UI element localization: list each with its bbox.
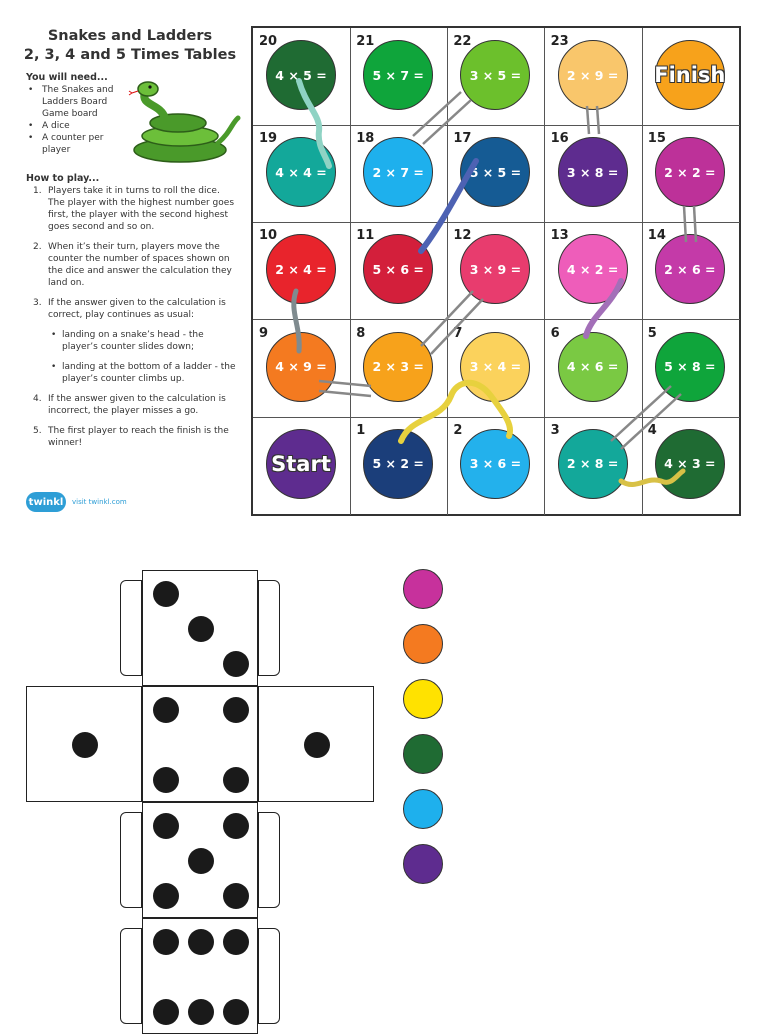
pip: [223, 883, 249, 909]
board-cell: [350, 417, 448, 515]
dice-face: [142, 918, 258, 1034]
board-cell: [642, 222, 740, 320]
dice-face: [26, 686, 142, 802]
cell-number: 8: [356, 325, 366, 341]
calc-circle: 3 × 8 =: [558, 137, 628, 207]
counter-token: [403, 569, 443, 609]
cell-number: 21: [356, 34, 375, 49]
cell-number: 18: [356, 131, 375, 147]
cell-number: 11: [356, 228, 375, 244]
board-cell: [447, 28, 545, 126]
cell-number: 20: [259, 34, 278, 49]
dice-face: [258, 686, 374, 802]
cell-number: 2: [453, 422, 463, 438]
howto-heading: How to play...: [26, 173, 100, 184]
sub-item: • landing at the bottom of a ladder - the player’s counter climbs up.: [48, 361, 236, 385]
start-space: Start: [266, 429, 336, 499]
needs-item: • A counter per player: [26, 132, 126, 156]
calc-circle: 2 × 6 =: [655, 234, 725, 304]
board-cell: [642, 320, 740, 418]
pip: [188, 616, 214, 642]
counter-token: [403, 679, 443, 719]
cell-number: 10: [259, 228, 278, 244]
glue-tab: [258, 812, 280, 908]
counter-token: [403, 624, 443, 664]
pip: [153, 883, 179, 909]
snake-illustration-icon: [120, 78, 242, 170]
cell-number: 4: [647, 422, 657, 438]
board-cell: [350, 222, 448, 320]
cell-number: 5: [647, 325, 657, 341]
pip: [153, 929, 179, 955]
steps-list: [26, 185, 236, 449]
step-item: 4. If the answer given to the calculation is incorrect, the player misses a go.: [33, 394, 226, 416]
step-item: 5. The first player to reach the finish is the winner!: [33, 426, 229, 448]
cell-number: 22: [453, 34, 472, 49]
pip: [153, 999, 179, 1025]
step-item: 2. When it’s their turn, players move the counter the number of spaces shown on the dice and answer the calculation they land on.: [33, 242, 232, 288]
counter-token: [403, 734, 443, 774]
calc-circle: 3 × 6 =: [460, 429, 530, 499]
calc-circle: 4 × 2 =: [558, 234, 628, 304]
pip: [153, 767, 179, 793]
board-cell: [545, 28, 643, 126]
calc-circle: 3 × 9 =: [460, 234, 530, 304]
board-cell: [545, 417, 643, 515]
calc-circle: 2 × 3 =: [363, 332, 433, 402]
cell-number: 3: [550, 422, 560, 438]
board-cell: [545, 125, 643, 223]
calc-circle: 5 × 6 =: [363, 234, 433, 304]
board-cell: [545, 222, 643, 320]
calc-circle: 4 × 6 =: [558, 332, 628, 402]
pip: [223, 767, 249, 793]
calc-circle: 5 × 7 =: [363, 40, 433, 110]
pip: [153, 697, 179, 723]
calc-circle: 2 × 4 =: [266, 234, 336, 304]
pip: [188, 999, 214, 1025]
pip: [72, 732, 98, 758]
pip: [223, 813, 249, 839]
board-cell: [350, 125, 448, 223]
pip: [223, 697, 249, 723]
board-cell: [447, 125, 545, 223]
cell-number: 7: [453, 325, 463, 341]
cell-number: 1: [356, 422, 366, 438]
twinkl-logo: twinkl: [26, 492, 66, 512]
pip: [188, 929, 214, 955]
calc-circle: 2 × 7 =: [363, 137, 433, 207]
cell-number: 9: [259, 325, 269, 341]
needs-list: [26, 84, 126, 156]
board-cell: [642, 417, 740, 515]
needs-section: [26, 72, 126, 156]
board-cell: [253, 28, 351, 126]
board-cell: [253, 222, 351, 320]
dice-face: [142, 686, 258, 802]
board-cell: [642, 125, 740, 223]
board-cell: [642, 28, 740, 126]
calc-circle: 3 × 4 =: [460, 332, 530, 402]
finish-space: Finish: [655, 40, 725, 110]
calc-circle: 4 × 5 =: [266, 40, 336, 110]
cell-number: 17: [453, 131, 472, 147]
cell-number: 15: [647, 131, 666, 147]
calc-circle: 2 × 8 =: [558, 429, 628, 499]
calc-circle: 5 × 5 =: [460, 137, 530, 207]
needs-item: • A dice: [26, 120, 126, 132]
calc-circle: 5 × 8 =: [655, 332, 725, 402]
howto-section: [26, 173, 236, 457]
board-cell: [545, 320, 643, 418]
board-cell: [350, 28, 448, 126]
sub-list: [48, 329, 236, 385]
calc-circle: 4 × 3 =: [655, 429, 725, 499]
counter-token: [403, 844, 443, 884]
needs-item: • The Snakes and Ladders Board Game board: [26, 84, 126, 120]
calc-circle: 3 × 5 =: [460, 40, 530, 110]
cell-number: 16: [550, 131, 569, 147]
calc-circle: 5 × 2 =: [363, 429, 433, 499]
glue-tab: [258, 580, 280, 676]
visit-link[interactable]: visit twinkl.com: [72, 498, 127, 506]
calc-circle: 4 × 9 =: [266, 332, 336, 402]
pip: [223, 929, 249, 955]
calc-circle: 2 × 9 =: [558, 40, 628, 110]
cell-number: 13: [550, 228, 569, 244]
needs-heading: You will need...: [26, 72, 108, 83]
pip: [153, 581, 179, 607]
board-cell: [253, 417, 351, 515]
page-title: Snakes and Ladders 2, 3, 4 and 5 Times Tables: [23, 28, 237, 63]
board-cell: [253, 125, 351, 223]
pip: [304, 732, 330, 758]
dice-face: [142, 802, 258, 918]
board-cell: [447, 222, 545, 320]
board-cell: [350, 320, 448, 418]
cell-number: 19: [259, 131, 278, 147]
pip: [223, 999, 249, 1025]
pip: [188, 848, 214, 874]
glue-tab: [120, 580, 142, 676]
pip: [223, 651, 249, 677]
calc-circle: 4 × 4 =: [266, 137, 336, 207]
board-cell: [253, 320, 351, 418]
dice-net: [26, 570, 376, 1024]
calc-circle: 2 × 2 =: [655, 137, 725, 207]
cell-number: 6: [550, 325, 560, 341]
glue-tab: [120, 928, 142, 1024]
cell-number: 14: [647, 228, 666, 244]
board-cell: [447, 417, 545, 515]
cell-number: 23: [550, 34, 569, 49]
cell-number: 12: [453, 228, 472, 244]
sub-item: • landing on a snake’s head - the player’s counter slides down;: [48, 329, 236, 353]
glue-tab: [258, 928, 280, 1024]
counter-token: [403, 789, 443, 829]
game-board: [251, 26, 741, 516]
glue-tab: [120, 812, 142, 908]
board-cell: [447, 320, 545, 418]
dice-face: [142, 570, 258, 686]
step-item: 3. If the answer given to the calculation is correct, play continues as usual: • landing on a snake’s head - the player’s counter slides down; • landing at the bottom of a ladder - the player’s counter climbs up.: [26, 297, 236, 385]
step-item: 1. Players take it in turns to roll the dice. The player with the highest number goes first, the player with the second highest goes second and so on.: [33, 186, 235, 232]
pip: [153, 813, 179, 839]
